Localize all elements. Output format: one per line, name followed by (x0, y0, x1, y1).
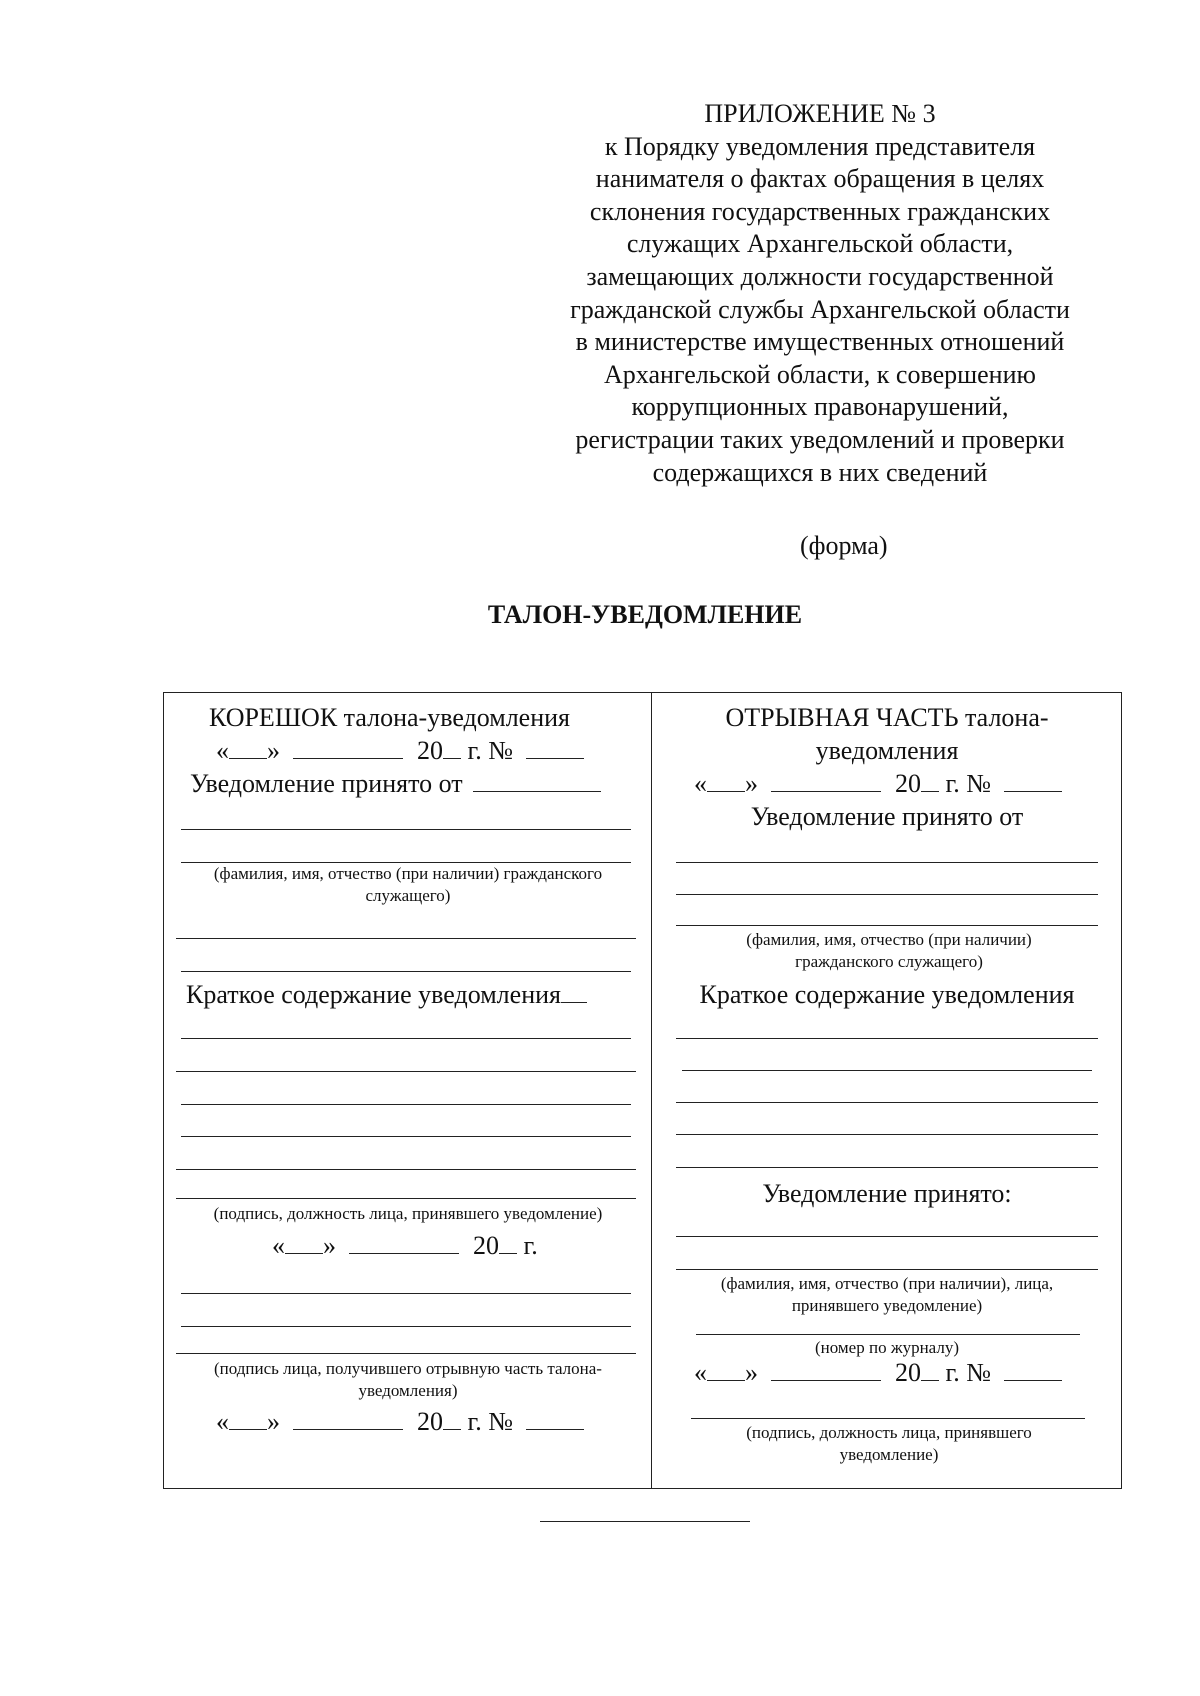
sign-line (691, 1418, 1085, 1419)
caption-name: (фамилия, имя, отчество (при наличии) гражданского служащего) (213, 864, 603, 905)
appendix-line: замещающих должности государственной (586, 261, 1054, 291)
number-label: г. № (467, 1407, 514, 1436)
caption-sign: (подпись, должность лица, принявшего уведомление) (213, 1204, 603, 1223)
journal-line (696, 1334, 1080, 1335)
summary-line (676, 1134, 1098, 1135)
quote-open: « (272, 1231, 285, 1260)
summary-line (676, 1167, 1098, 1168)
name-line (676, 894, 1098, 895)
tearoff-header-line1: ОТРЫВНАЯ ЧАСТЬ талона- (725, 703, 1049, 732)
blank-line (181, 1326, 631, 1327)
blank-line (176, 938, 636, 939)
day-blank (229, 736, 267, 759)
year-blank (443, 1407, 461, 1430)
accepted-line (676, 1269, 1098, 1270)
month-blank (293, 736, 403, 759)
summary-line (176, 1169, 636, 1170)
summary-label: Краткое содержание уведомления (186, 980, 561, 1009)
tearoff-date-row (694, 769, 1062, 799)
quote-open: « (216, 736, 229, 765)
quote-close: » (267, 1407, 280, 1436)
appendix-line: в министерстве имущественных отношений (575, 327, 1065, 357)
name-line (676, 925, 1098, 926)
accepted-line (676, 1236, 1098, 1237)
end-rule (540, 1521, 750, 1522)
caption-name: (фамилия, имя, отчество (при наличии) гражданского служащего) (746, 930, 1032, 971)
tearoff-received-from: Уведомление принято от (750, 802, 1024, 831)
appendix-line: гражданской службы Архангельской области (570, 294, 1070, 324)
form-label: (форма) (800, 531, 888, 560)
year-prefix: 20 (895, 1358, 921, 1387)
day-blank (285, 1231, 323, 1254)
summary-line (676, 1038, 1098, 1039)
year-suffix: г. (523, 1231, 538, 1260)
blank-line (181, 1293, 631, 1294)
year-prefix: 20 (473, 1231, 499, 1260)
appendix-line: Архангельской области, к совершению (604, 359, 1036, 389)
quote-open: « (694, 769, 707, 798)
appendix-line: служащих Архангельской области, (626, 229, 1014, 259)
number-label: г. № (467, 736, 514, 765)
stub-date3-row (216, 1407, 584, 1437)
summary-line (176, 1198, 636, 1199)
name-line (676, 862, 1098, 863)
summary-line (176, 1071, 636, 1072)
month-blank (349, 1231, 459, 1254)
summary-line (181, 1136, 631, 1137)
quote-close: » (745, 769, 758, 798)
year-blank (499, 1231, 517, 1254)
year-prefix: 20 (895, 769, 921, 798)
caption-recipient: (подпись лица, получившего отрывную часть талона-уведомления) (214, 1359, 602, 1400)
stub-summary-row (186, 980, 587, 1010)
caption-journal: (номер по журналу) (814, 1338, 960, 1357)
appendix-line: регистрации таких уведомлений и проверки (575, 424, 1065, 454)
appendix-line: к Порядку уведомления представителя (604, 131, 1036, 161)
received-from-label: Уведомление принято от (190, 769, 463, 798)
appendix-title: ПРИЛОЖЕНИЕ № 3 (704, 99, 936, 128)
day-blank (707, 769, 745, 792)
tearoff-date2-row (694, 1358, 1062, 1388)
appendix-line: содержащихся в них сведений (652, 457, 988, 487)
number-label: г. № (945, 769, 992, 798)
name-line (181, 829, 631, 830)
quote-open: « (216, 1407, 229, 1436)
year-prefix: 20 (417, 736, 443, 765)
summary-line (181, 1038, 631, 1039)
appendix-block (540, 98, 1100, 489)
blank-line (181, 971, 631, 972)
document-title: ТАЛОН-УВЕДОМЛЕНИЕ (487, 600, 803, 629)
month-blank (771, 1358, 881, 1381)
stub-header: КОРЕШОК талона-уведомления (209, 703, 571, 732)
summary-line (181, 1104, 631, 1105)
number-blank (526, 1407, 584, 1430)
notification-form (163, 692, 1122, 1489)
stub-date2-row (272, 1231, 538, 1261)
year-blank (921, 1358, 939, 1381)
year-blank (443, 736, 461, 759)
number-blank (526, 736, 584, 759)
month-blank (293, 1407, 403, 1430)
received-from-blank (473, 769, 601, 792)
month-blank (771, 769, 881, 792)
stub-received-row (190, 769, 601, 799)
number-blank (1004, 1358, 1062, 1381)
quote-close: » (745, 1358, 758, 1387)
appendix-line: склонения государственных гражданских (589, 196, 1051, 226)
summary-line (682, 1070, 1092, 1071)
day-blank (707, 1358, 745, 1381)
quote-open: « (694, 1358, 707, 1387)
caption-sign: (подпись, должность лица, принявшего уведомление) (746, 1423, 1032, 1464)
quote-close: » (267, 736, 280, 765)
caption-accepted-by: (фамилия, имя, отчество (при наличии), лица, принявшего уведомление) (720, 1274, 1054, 1315)
appendix-line: нанимателя о фактах обращения в целях (595, 164, 1045, 194)
blank-line (176, 1353, 636, 1354)
quote-close: » (323, 1231, 336, 1260)
summary-line (676, 1102, 1098, 1103)
number-label: г. № (945, 1358, 992, 1387)
tearoff-header-line2: уведомления (815, 736, 959, 765)
number-blank (1004, 769, 1062, 792)
summary-blank (561, 980, 587, 1003)
year-prefix: 20 (417, 1407, 443, 1436)
year-blank (921, 769, 939, 792)
tearoff-accepted: Уведомление принято: (762, 1179, 1012, 1208)
stub-date-row (216, 736, 584, 766)
tearoff-summary: Краткое содержание уведомления (699, 980, 1075, 1009)
appendix-line: коррупционных правонарушений, (631, 392, 1009, 422)
day-blank (229, 1407, 267, 1430)
